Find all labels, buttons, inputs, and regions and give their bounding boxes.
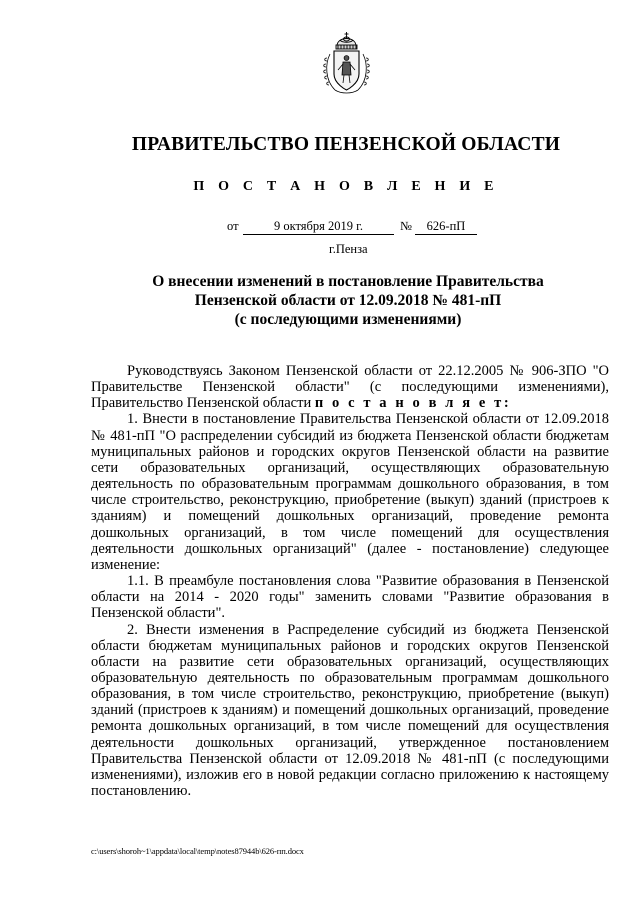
document-title	[140, 272, 556, 329]
title-line-1: О внесении изменений в постановление Правительства	[152, 273, 544, 290]
item-1-paragraph: 1. Внести в постановление Правительства Пензенской области от 12.09.2018 № 481-пП "О распределении субсидий из бюджета Пензенской области бюджетам муниципальных районов и городских округов Пензенской области на развитие сети образовательных организаций, осуществляющих образовательную деятельность по образовательным программам дошкольного образования, в том числе строительство, реконструкцию, приобретение (выкуп) зданий (пристроев к зданиям) и помещений дошкольных организаций, проведение ремонта дошкольных организаций, в том числе помещений для осуществления деятельности дошкольных организаций" (далее - постановление) следующее изменение:	[91, 411, 609, 573]
decree-word: п о с т а н о в л я е т:	[314, 395, 512, 412]
coat-of-arms-icon	[321, 28, 372, 96]
city: г.Пенза	[329, 242, 368, 256]
document-type: П О С Т А Н О В Л Е Н И Е	[193, 179, 499, 194]
title-line-3: (с последующими изменениями)	[234, 311, 462, 328]
preamble-paragraph	[91, 363, 609, 411]
preamble-text: Руководствуясь Законом Пензенской области от 22.12.2005 № 906-ЗПО "О Правительстве Пензенской области" (с последующими изменениями), Правительство Пензенской области	[91, 363, 609, 412]
date-number-line	[0, 219, 640, 237]
document-date: 9 октября 2019 г.	[243, 219, 394, 235]
number-prefix: №	[400, 219, 412, 233]
item-1-1-paragraph: 1.1. В преамбуле постановления слова "Развитие образования в Пензенской области на 2014 - 2020 годы" заменить словами "Развитие образования в Пензенской области".	[91, 573, 609, 622]
document-number: 626-пП	[415, 219, 477, 235]
document-body	[91, 363, 609, 799]
title-line-2: Пензенской области от 12.09.2018 № 481-пП	[194, 292, 502, 309]
date-prefix: от	[227, 219, 239, 233]
government-name: ПРАВИТЕЛЬСТВО ПЕНЗЕНСКОЙ ОБЛАСТИ	[131, 134, 561, 155]
file-path-footer: c:\users\shoroh~1\appdata\local\temp\notes87944b\626-пп.docx	[91, 846, 304, 856]
item-2-paragraph: 2. Внести изменения в Распределение субсидий из бюджета Пензенской области бюджетам муниципальных районов и городских округов Пензенской области на развитие сети образовательных организаций, осуществляющих образовательную деятельность по образовательным программам дошкольного образования, в том числе строительство, реконструкцию, приобретение (выкуп) зданий (пристроев к зданиям) и помещений дошкольных организаций, проведение ремонта дошкольных организаций, в том числе помещений для осуществления деятельности дошкольных организаций, утвержденное постановлением Правительства Пензенской области от 12.09.2018 № 481-пП (с последующими изменениями), изложив его в новой редакции согласно приложению к настоящему постановлению.	[91, 621, 609, 800]
